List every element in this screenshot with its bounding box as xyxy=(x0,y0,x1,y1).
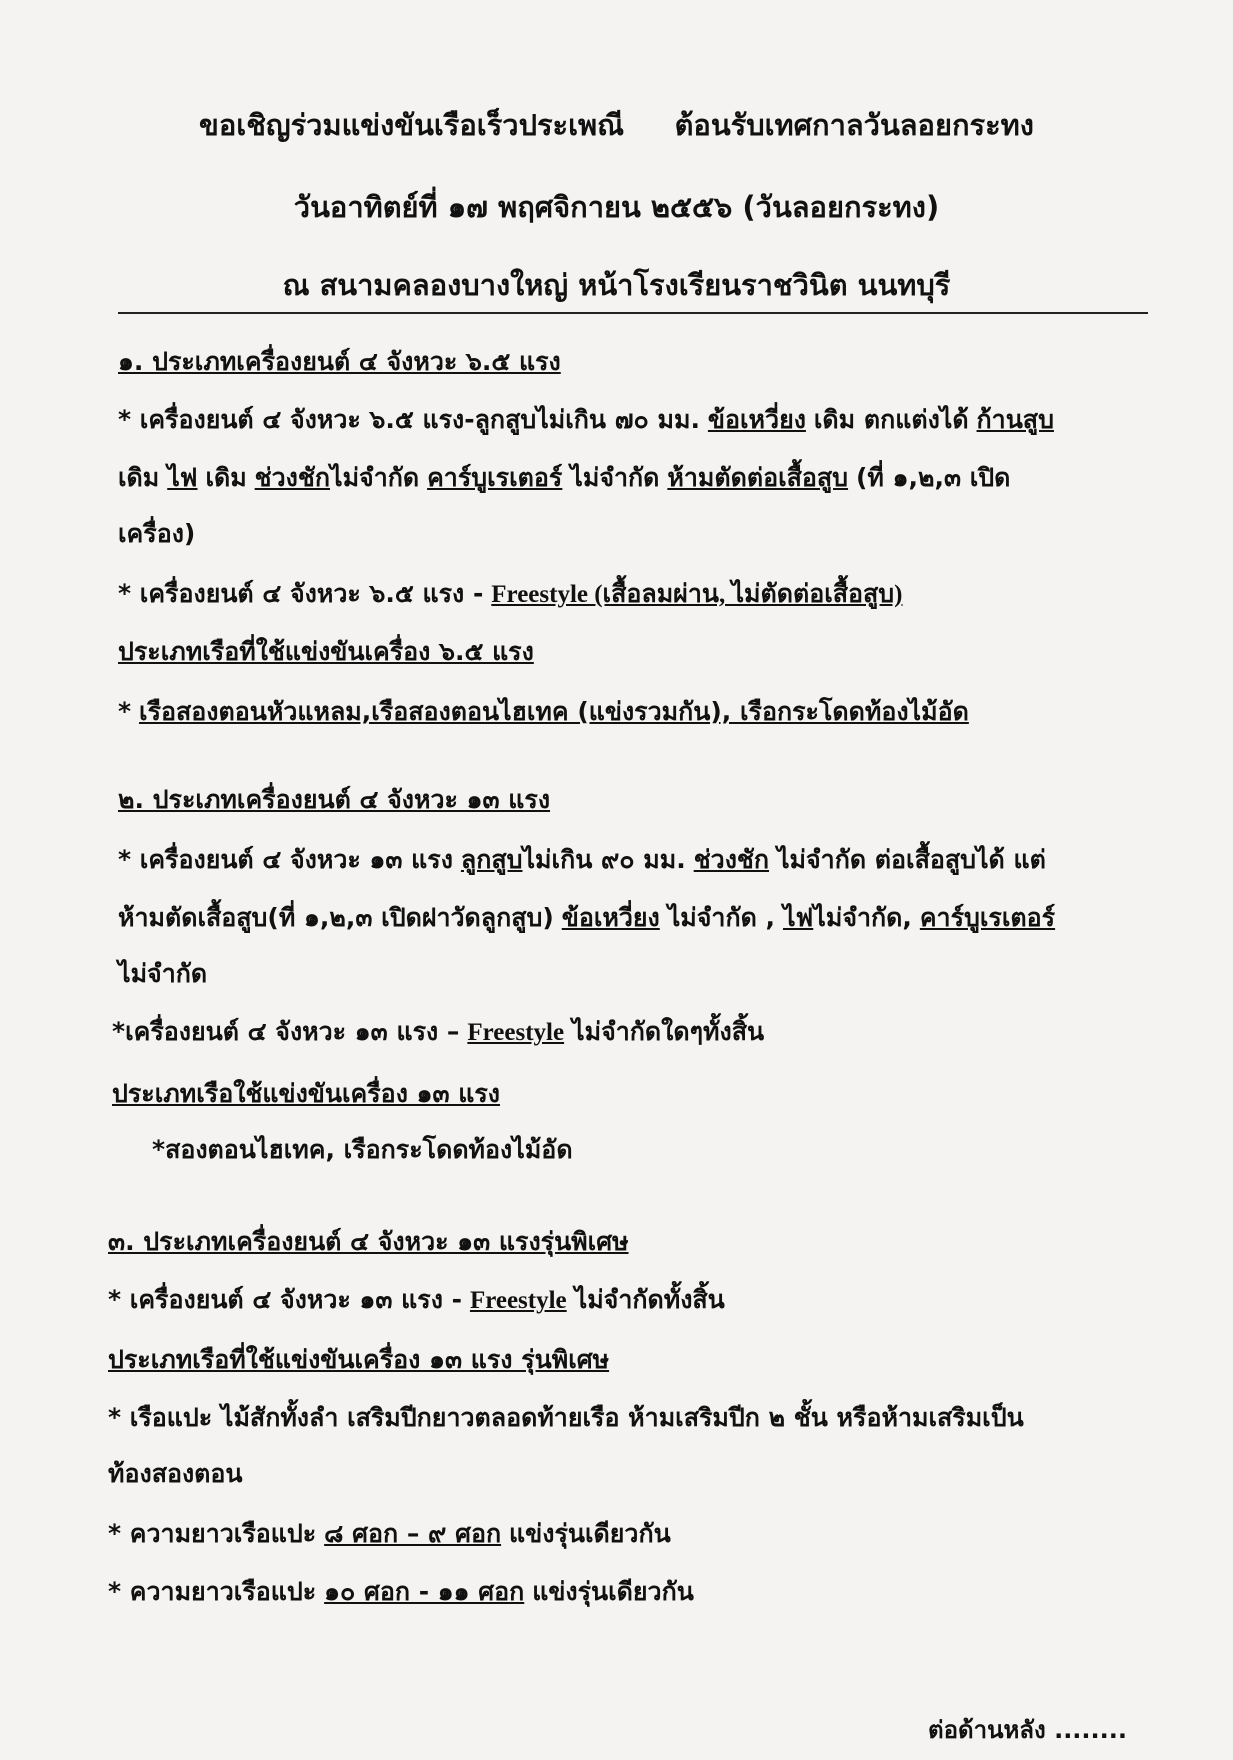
continued-on-back: ต่อด้านหลัง ........ xyxy=(928,1716,1128,1744)
section-2-boat-types: *สองตอนไฮเทค, เรือกระโดดท้องไม้อัด xyxy=(152,1135,573,1164)
section-1-rule-1-line-1: * เครื่องยนต์ ๔ จังหวะ ๖.๕ แรง-ลูกสูบไม่เกิน ๗๐ มม. ข้อเหวี่ยง เดิม ตกแต่งได้ ก้านสูบ xyxy=(118,405,1054,434)
invitation-title: ขอเชิญร่วมแข่งขันเรือเร็วประเพณี ต้อนรับเทศกาลวันลอยกระทง xyxy=(199,108,1034,142)
section-3-boat-rule-line-1: * เรือแปะ ไม้สักทั้งลำ เสริมปีกยาวตลอดท้ายเรือ ห้ามเสริมปีก ๒ ชั้น หรือห้ามเสริมเป็น xyxy=(108,1403,1024,1432)
section-1-rule-1-line-2: เดิม ไฟ เดิม ช่วงชักไม่จำกัด คาร์บูเรเตอร์ ไม่จำกัด ห้ามตัดต่อเสื้อสูบ (ที่ ๑,๒,๓ เปิด xyxy=(118,463,1011,492)
section-3-title: ๓. ประเภทเครื่องยนต์ ๔ จังหวะ ๑๓ แรงรุ่นพิเศษ xyxy=(108,1227,629,1256)
event-venue: ณ สนามคลองบางใหญ่ หน้าโรงเรียนราชวินิต นนทบุรี xyxy=(282,268,951,302)
section-3-boat-title: ประเภทเรือที่ใช้แข่งขันเครื่อง ๑๓ แรง รุ่นพิเศษ xyxy=(108,1345,610,1374)
section-1-boat-title: ประเภทเรือที่ใช้แข่งขันเครื่อง ๖.๕ แรง xyxy=(118,637,534,666)
section-3-boat-rule-line-2: ท้องสองตอน xyxy=(108,1459,243,1488)
section-2-boat-title: ประเภทเรือใช้แข่งขันเครื่อง ๑๓ แรง xyxy=(112,1079,501,1108)
section-2-rule-1-line-2: ห้ามตัดเสื้อสูบ(ที่ ๑,๒,๓ เปิดฝาวัดลูกสูบ) ข้อเหวี่ยง ไม่จำกัด , ไฟไม่จำกัด, คาร์บูเรเตอร์ xyxy=(118,903,1056,932)
section-3-length-rule-2: * ความยาวเรือแปะ ๑๐ ศอก - ๑๑ ศอก แข่งรุ่นเดียวกัน xyxy=(108,1577,694,1606)
section-1-boat-types: * เรือสองตอนหัวแหลม,เรือสองตอนไฮเทค (แข่งรวมกัน), เรือกระโดดท้องไม้อัด xyxy=(118,697,969,726)
section-3-length-rule-1: * ความยาวเรือแปะ ๘ ศอก – ๙ ศอก แข่งรุ่นเดียวกัน xyxy=(108,1519,671,1548)
section-2-rule-2: *เครื่องยนต์ ๔ จังหวะ ๑๓ แรง – Freestyle ไม่จำกัดใดๆทั้งสิ้น xyxy=(112,1017,765,1046)
section-1-rule-1-line-3: เครื่อง) xyxy=(118,519,196,548)
header-divider xyxy=(118,312,1148,314)
section-1-rule-2: * เครื่องยนต์ ๔ จังหวะ ๖.๕ แรง - Freestyle (เสื้อลมผ่าน, ไม่ตัดต่อเสื้อสูบ) xyxy=(118,579,903,608)
section-3-rule-1: * เครื่องยนต์ ๔ จังหวะ ๑๓ แรง - Freestyle ไม่จำกัดทั้งสิ้น xyxy=(108,1285,725,1314)
section-2-title: ๒. ประเภทเครื่องยนต์ ๔ จังหวะ ๑๓ แรง xyxy=(118,785,551,814)
event-date: วันอาทิตย์ที่ ๑๗ พฤศจิกายน ๒๕๕๖ (วันลอยกระทง) xyxy=(293,190,940,224)
section-2-rule-1-line-1: * เครื่องยนต์ ๔ จังหวะ ๑๓ แรง ลูกสูบไม่เกิน ๙๐ มม. ช่วงชัก ไม่จำกัด ต่อเสื้อสูบได้ แต่ xyxy=(118,845,1046,874)
section-2-rule-1-line-3: ไม่จำกัด xyxy=(118,959,208,988)
section-1-title: ๑. ประเภทเครื่องยนต์ ๔ จังหวะ ๖.๕ แรง xyxy=(118,347,561,376)
